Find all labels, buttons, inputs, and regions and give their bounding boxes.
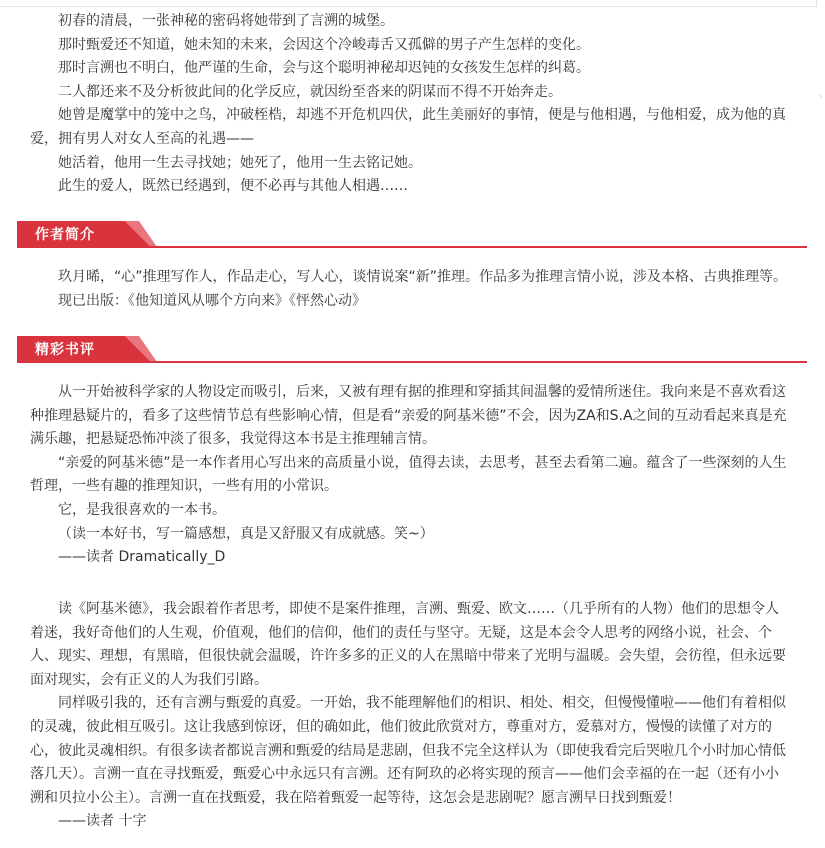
author-paragraph: 玖月晞，“心”推理写作人，作品走心，写人心，谈情说案“新”推理。作品多为推理言情小说，涉及本格、古典推理等。: [58, 269, 788, 285]
review-paragraph: 同样吸引我的，还有言溯与甄爱的真爱。一开始，我不能理解他们的相识、相处、相交，但慢慢懂啦——他们有着相似的灵魂，彼此相互吸引。这让我感到惊讶，但的确如此，他们彼此欣赏对方，尊重对方，爱慕对方，慢慢的读懂了对方的心，彼此灵魂相织。有很多读者都说言溯和甄爱的结局是悲剧，但我不完全这样认为（即使我看完后哭啦几个小时加心情低落几天）。言溯一直在寻找甄爱，甄爱心中永远只有言溯。还有阿玖的必将实现的预言——他们会幸福的在一起（还有小小溯和贝拉小公主）。言溯一直在找甄爱，我在陪着甄爱一起等待，这怎会是悲剧呢？愿言溯早日找到甄爱！: [30, 695, 786, 806]
review-section-title: 精彩书评: [35, 342, 95, 358]
review-section-header: [17, 336, 807, 364]
review-paragraph: 读《阿基米德》，我会跟着作者思考，即使不是案件推理，言溯、甄爱、欧文……（几乎所有的人物）他们的思想令人着迷，我好奇他们的人生观，价值观，他们的信仰，他们的责任与坚守。无疑，这是本会令人思考的网络小说，社会、个人、现实、理想，有黑暗，但很快就会温暖，许许多多的正义的人在黑暗中带来了光明与温暖。会失望，会彷徨，但永远要面对现实，会有正义的人为我们引路。: [30, 601, 786, 688]
synopsis-paragraph: 那时言溯也不明白，他严谨的生命，会与这个聪明神秘却迟钝的女孩发生怎样的纠葛。: [58, 60, 590, 77]
author-section-header: [17, 221, 807, 249]
section-divider: [17, 246, 807, 248]
synopsis-block: [30, 10, 790, 199]
synopsis-paragraph: 初春的清晨，一张神秘的密码将她带到了言溯的城堡。: [58, 13, 394, 29]
synopsis-paragraph: 此生的爱人，既然已经遇到，便不必再与其他人相遇……: [58, 178, 408, 195]
synopsis-paragraph: 二人都还来不及分析彼此间的化学反应，就因纷至沓来的阴谋而不得不开始奔走。: [58, 83, 562, 100]
review-paragraph: 它，是我很喜欢的一本书。: [58, 501, 226, 518]
author-section-title: 作者简介: [35, 227, 95, 243]
review-signature: ——读者 Dramatically_D: [58, 549, 226, 566]
author-paragraph: 现已出版：《他知道风从哪个方向来》《怦然心动》: [58, 292, 366, 309]
top-border: [0, 0, 817, 7]
synopsis-paragraph: 那时甄爱还不知道，她未知的未来，会因这个冷峻毒舌又孤僻的男子产生怎样的变化。: [58, 36, 590, 53]
review-paragraph: 从一开始被科学家的人物设定而吸引，后来，又被有理有据的推理和穿插其间温馨的爱情所迷住。我向来是不喜欢看这种推理悬疑片的，看多了这些情节总有些影响心情，但是看“亲爱的阿基米德”不会，因为ZA和S.A之间的互动看起来真是充满乐趣，把悬疑恐怖冲淡了很多，我觉得这本书是主推理辅言情。: [30, 384, 787, 448]
review-2: [30, 598, 790, 834]
synopsis-paragraph: 她活着，他用一生去寻找她；她死了，他用一生去铭记她。: [58, 154, 422, 171]
section-divider: [17, 361, 807, 363]
synopsis-paragraph: 她曾是魔掌中的笼中之鸟，冲破桎梏，却逃不开危机四伏，此生美丽好的事情，便是与他相遇，与他相爱，成为他的真爱，拥有男人对女人至高的礼遇——: [30, 107, 786, 147]
author-block: [30, 266, 790, 313]
review-1: [30, 381, 790, 570]
scroll-arrow-icon[interactable]: ›: [818, 89, 823, 103]
review-signature: ——读者 十字: [58, 813, 147, 830]
review-paragraph: “亲爱的阿基米德”是一本作者用心写出来的高质量小说，值得去读，去思考，甚至去看第二遍。蕴含了一些深刻的人生哲理，一些有趣的推理知识，一些有用的小常识。: [30, 454, 787, 495]
review-paragraph: （读一本好书，写一篇感想，真是又舒服又有成就感。笑~）: [58, 525, 434, 542]
